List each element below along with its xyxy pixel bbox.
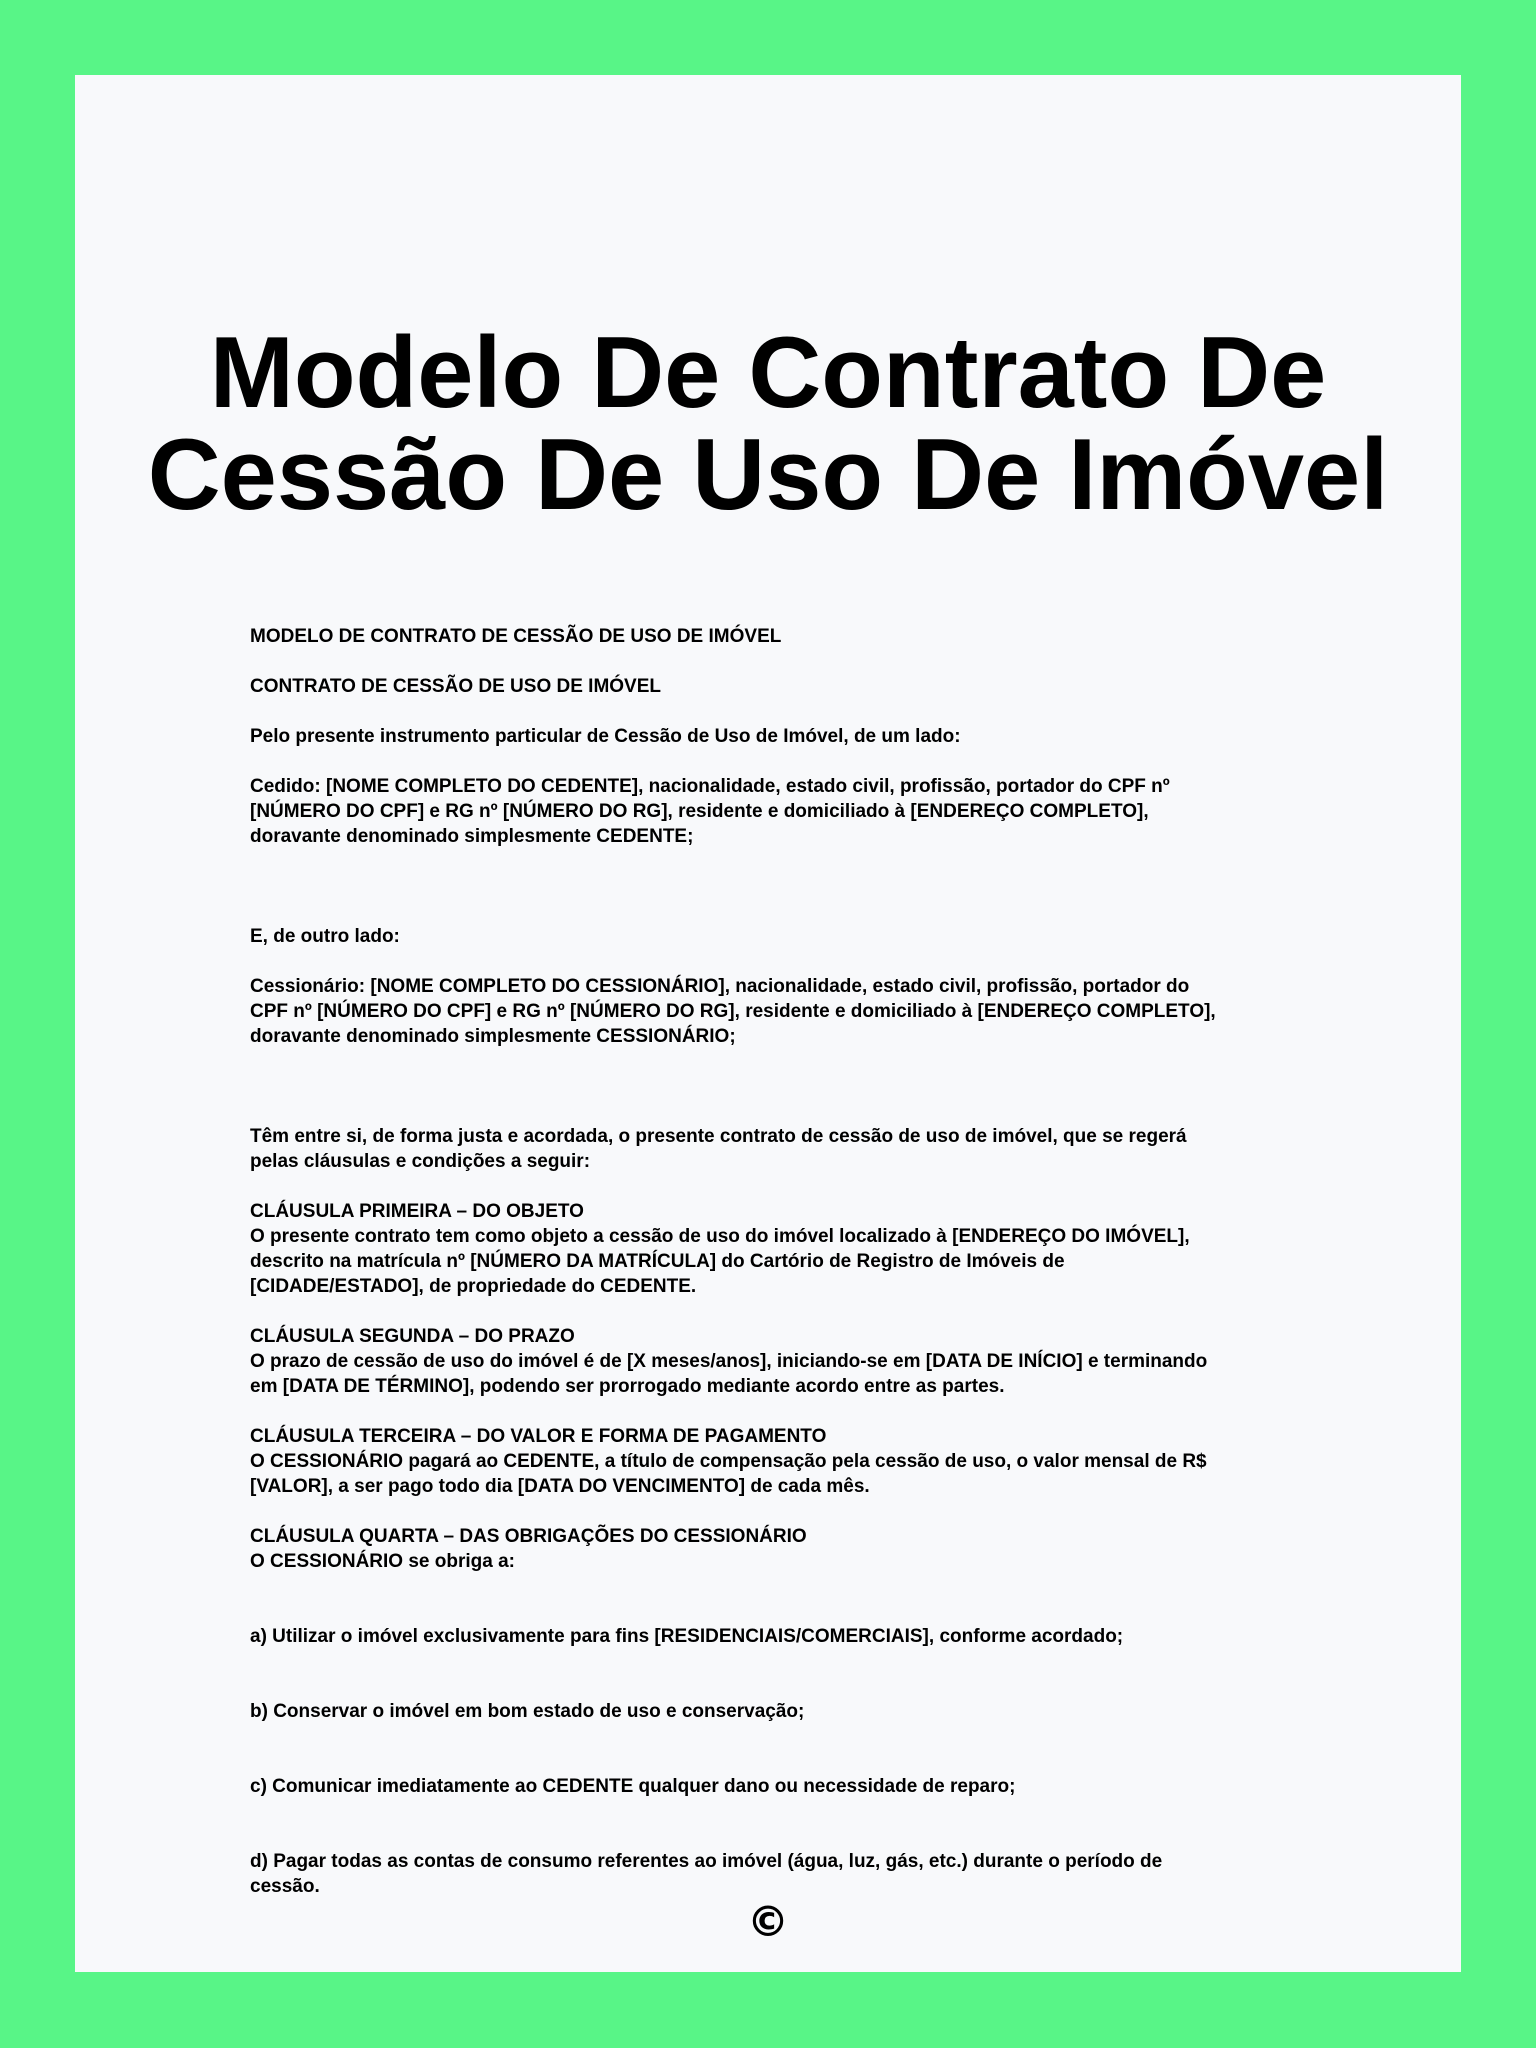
clausula-title: CLÁUSULA PRIMEIRA – DO OBJETO	[250, 1201, 584, 1222]
cessionario-paragraph	[250, 974, 1310, 1049]
tem-entre-si-line: Têm entre si, de forma justa e acordada, o presente contrato de cessão de uso de imóvel, que se regerá	[250, 1126, 1187, 1147]
obligation-item-d	[250, 1849, 1310, 1899]
clausula-title: CLÁUSULA QUARTA – DAS OBRIGAÇÕES DO CESSIONÁRIO	[250, 1526, 807, 1547]
clausula-primeira	[250, 1199, 1310, 1299]
clausula-line: O presente contrato tem como objeto a cessão de uso do imóvel localizado à [ENDEREÇO DO IMÓVEL],	[250, 1226, 1190, 1247]
outro-lado-paragraph: E, de outro lado:	[250, 926, 400, 947]
clausula-line: [VALOR], a ser pago todo dia [DATA DO VENCIMENTO] de cada mês.	[250, 1476, 870, 1497]
cessionario-line: doravante denominado simplesmente CESSIONÁRIO;	[250, 1026, 736, 1047]
clausula-line: O CESSIONÁRIO se obriga a:	[250, 1551, 515, 1572]
cedido-line: Cedido: [NOME COMPLETO DO CEDENTE], nacionalidade, estado civil, profissão, portador do CPF nº	[250, 776, 1170, 797]
intro-paragraph: Pelo presente instrumento particular de Cessão de Uso de Imóvel, de um lado:	[250, 726, 961, 747]
clausula-terceira	[250, 1424, 1310, 1499]
obligation-item-a: a) Utilizar o imóvel exclusivamente para fins [RESIDENCIAIS/COMERCIAIS], conforme acordado;	[250, 1626, 1124, 1647]
obligation-line: d) Pagar todas as contas de consumo referentes ao imóvel (água, luz, gás, etc.) durante o período de	[250, 1851, 1163, 1872]
cessionario-line: Cessionário: [NOME COMPLETO DO CESSIONÁRIO], nacionalidade, estado civil, profissão, portador do	[250, 976, 1190, 997]
clausula-line: O prazo de cessão de uso do imóvel é de [X meses/anos], iniciando-se em [DATA DE INÍCIO] e terminando	[250, 1351, 1208, 1372]
clausula-line: [CIDADE/ESTADO], de propriedade do CEDENTE.	[250, 1276, 697, 1297]
clausula-title: CLÁUSULA SEGUNDA – DO PRAZO	[250, 1326, 575, 1347]
clausula-quarta	[250, 1524, 1310, 1574]
clausula-title: CLÁUSULA TERCEIRA – DO VALOR E FORMA DE PAGAMENTO	[250, 1426, 827, 1447]
cedido-line: [NÚMERO DO CPF] e RG nº [NÚMERO DO RG], residente e domiciliado à [ENDEREÇO COMPLETO],	[250, 801, 1149, 822]
contract-heading-main: MODELO DE CONTRATO DE CESSÃO DE USO DE IMÓVEL	[250, 626, 782, 647]
obligation-line: cessão.	[250, 1876, 320, 1897]
clausula-segunda	[250, 1324, 1310, 1399]
obligation-item-b: b) Conservar o imóvel em bom estado de uso e conservação;	[250, 1701, 805, 1722]
clausula-line: O CESSIONÁRIO pagará ao CEDENTE, a título de compensação pela cessão de uso, o valor mensal de R$	[250, 1451, 1207, 1472]
page-title	[75, 317, 1461, 531]
page-title-line-2: Cessão De Uso De Imóvel	[147, 419, 1389, 531]
document-page	[75, 75, 1461, 1972]
obligation-item-c: c) Comunicar imediatamente ao CEDENTE qualquer dano ou necessidade de reparo;	[250, 1776, 1016, 1797]
clausula-line: em [DATA DE TÉRMINO], podendo ser prorrogado mediante acordo entre as partes.	[250, 1376, 1005, 1397]
clausula-line: descrito na matrícula nº [NÚMERO DA MATRÍCULA] do Cartório de Registro de Imóveis de	[250, 1251, 1065, 1272]
page-title-line-1: Modelo De Contrato De	[209, 317, 1327, 429]
cedido-line: doravante denominado simplesmente CEDENTE;	[250, 826, 694, 847]
contract-heading-sub: CONTRATO DE CESSÃO DE USO DE IMÓVEL	[250, 676, 662, 697]
cedido-paragraph	[250, 774, 1310, 849]
copyright-icon: ©	[747, 1897, 789, 1946]
tem-entre-si-paragraph	[250, 1124, 1310, 1174]
cessionario-line: CPF nº [NÚMERO DO CPF] e RG nº [NÚMERO DO RG], residente e domiciliado à [ENDEREÇO COMPLETO],	[250, 1001, 1216, 1022]
tem-entre-si-line: pelas cláusulas e condições a seguir:	[250, 1151, 591, 1172]
